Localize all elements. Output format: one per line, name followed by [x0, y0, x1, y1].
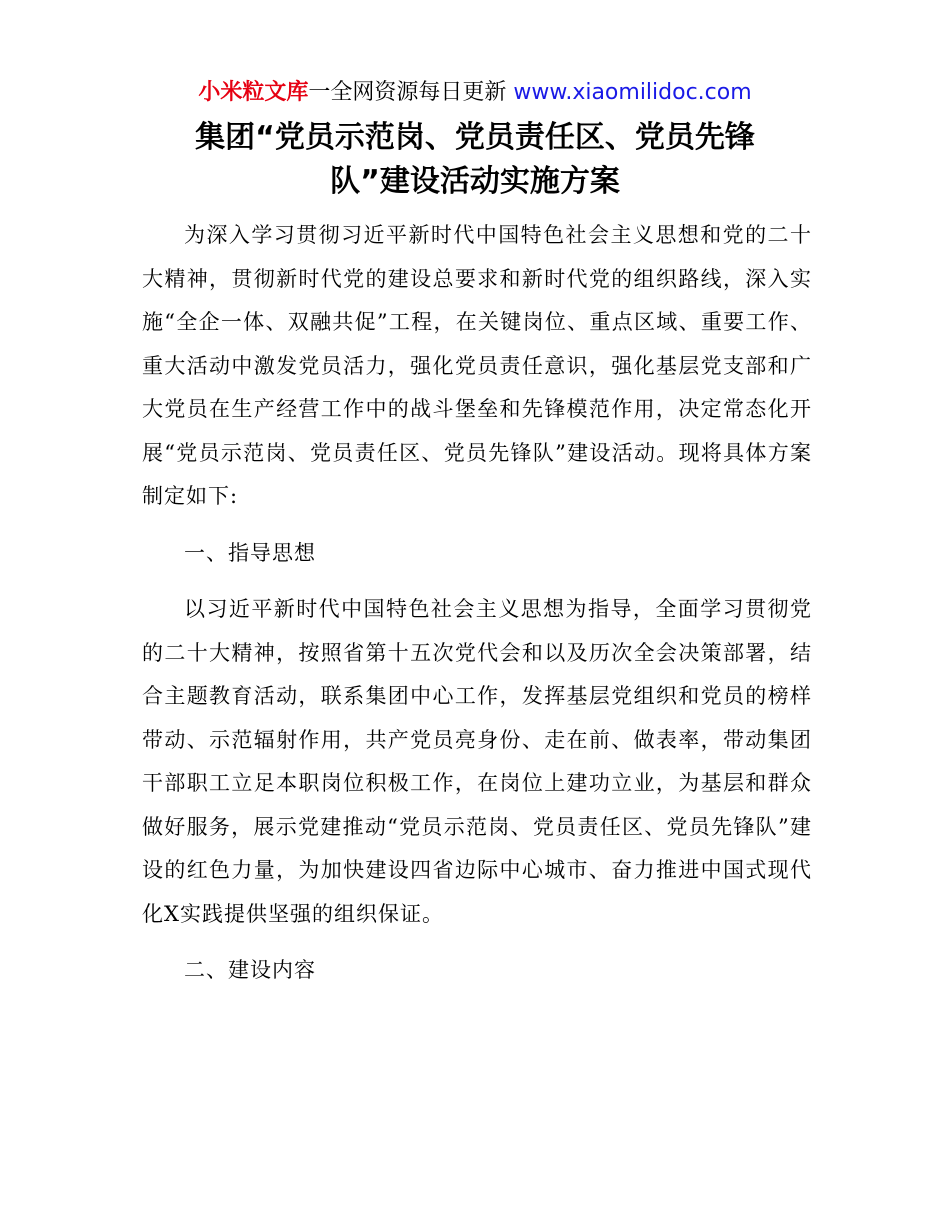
paragraph-spacer [142, 936, 812, 949]
title-line-1: 集团“党员示范岗、党员责任区、党员先锋 [195, 120, 755, 155]
section-heading-construction-content: 二、建设内容 [184, 958, 316, 982]
watermark-banner [0, 78, 950, 108]
section-heading-guiding-ideology: 一、指导思想 [184, 540, 316, 565]
paragraph-spacer [142, 519, 812, 532]
guiding-ideology-paragraph: 以习近平新时代中国特色社会主义思想为指导，全面学习贯彻党的二十大精神，按照省第十五次党代会和以及历次全会决策部署，结合主题教育活动，联系集团中心工作，发挥基层党组织和党员的榜样带动、示范辐射作用，共产党员亮身份、走在前、做表率，带动集团干部职工立足本职岗位积极工作，在岗位上建功立业，为基层和群众做好服务，展示党建推动“党员示范岗、党员责任区、党员先锋队”建设的红色力量，为加快建设四省边际中心城市、奋力推进中国式现代化X实践提供坚强的组织保证。 [142, 597, 812, 926]
document-title [100, 116, 850, 204]
intro-paragraph: 为深入学习贯彻习近平新时代中国特色社会主义思想和党的二十大精神，贯彻新时代党的建设总要求和新时代党的组织路线，深入实施“全企一体、双融共促”工程，在关键岗位、重点区域、重要工作、重大活动中激发党员活力，强化党员责任意识，强化基层党支部和广大党员在生产经营工作中的战斗堡垒和先锋模范作用，决定常态化开展“党员示范岗、党员责任区、党员先锋队”建设活动。现将具体方案制定如下: [142, 223, 812, 508]
title-line-2: 队”建设活动实施方案 [330, 164, 620, 199]
banner-site-link[interactable]: www.xiaomilidoc.com [513, 80, 752, 105]
paragraph-spacer [142, 575, 812, 588]
banner-brand: 小米粒文库 [198, 80, 309, 105]
document-body [142, 214, 812, 993]
banner-tagline: 一全网资源每日更新 [308, 80, 507, 105]
